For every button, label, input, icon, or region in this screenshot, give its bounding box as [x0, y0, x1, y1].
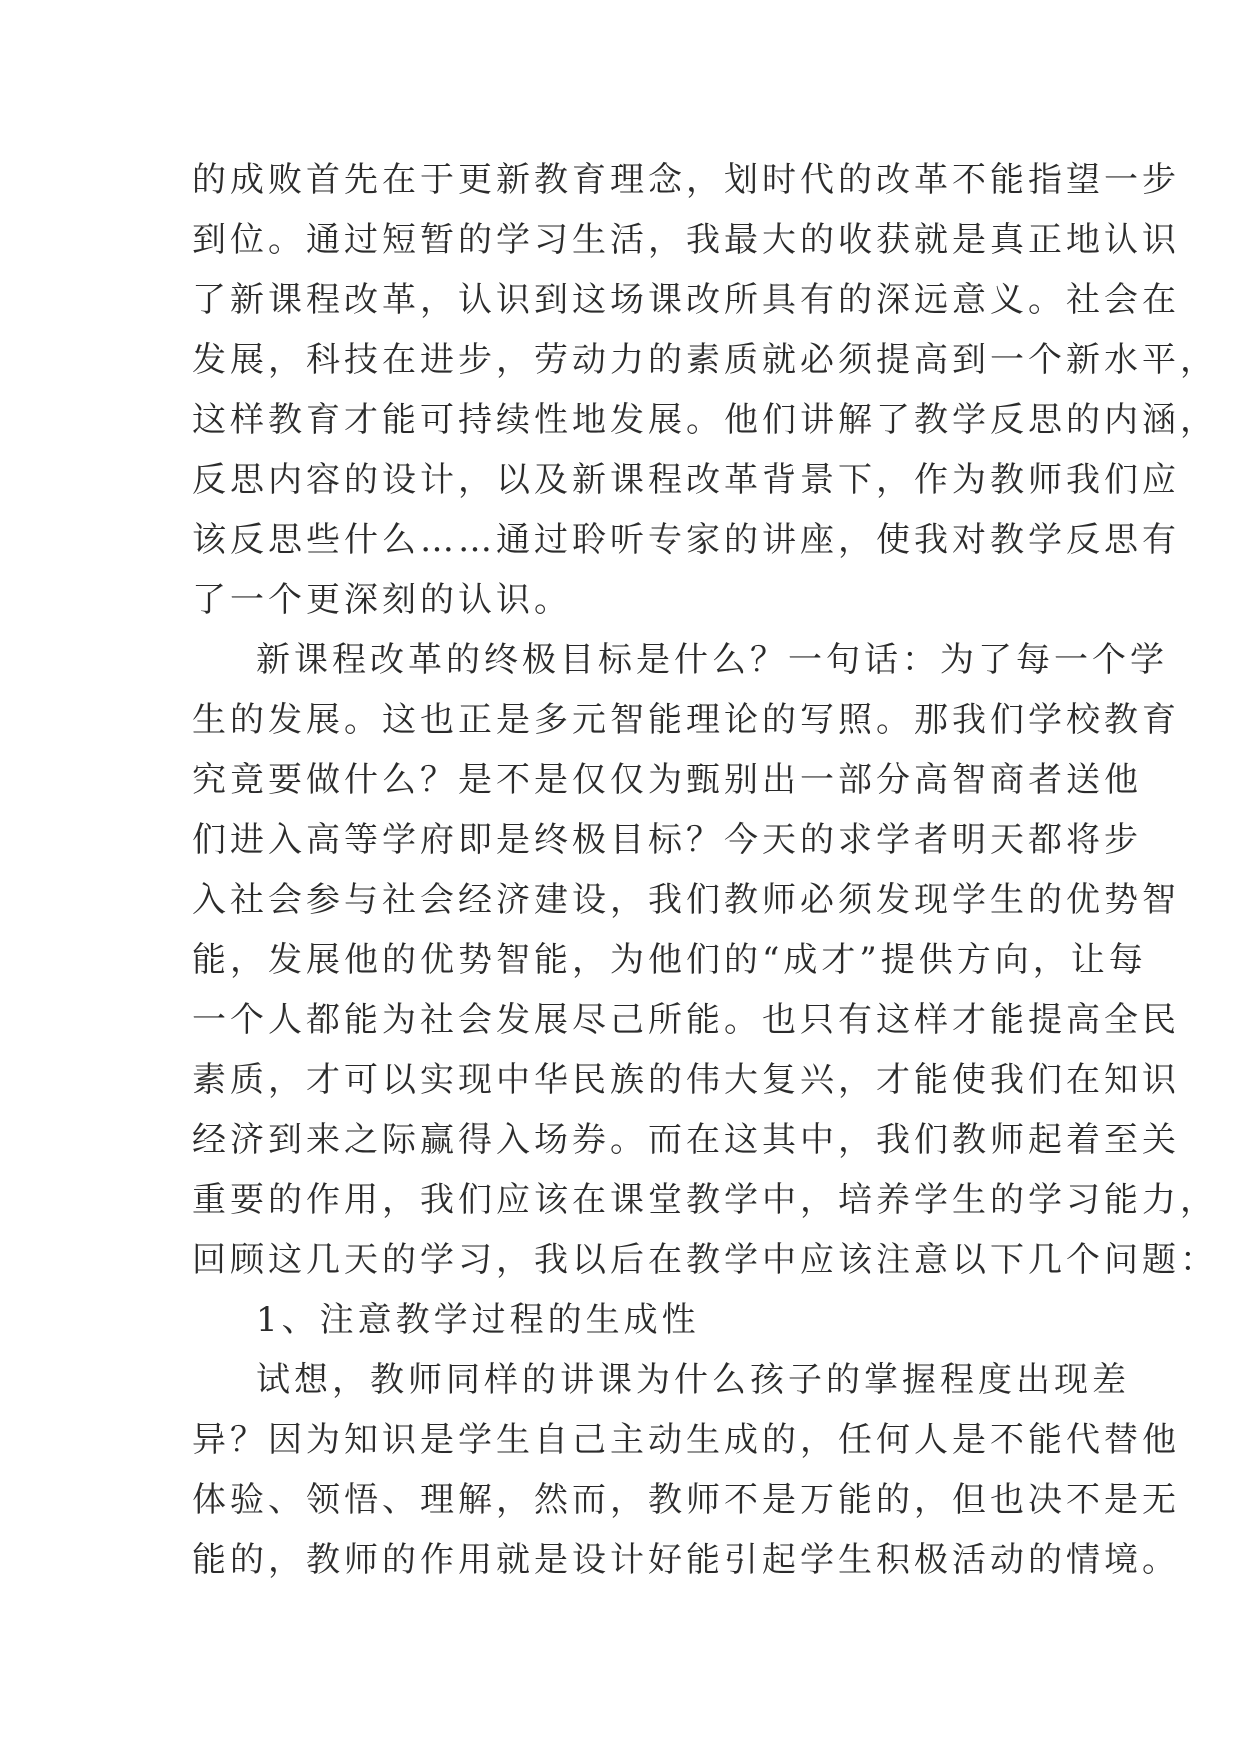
text-line: 能，发展他的优势智能，为他们的“成才”提供方向，让每: [192, 940, 1147, 980]
text-line: 回顾这几天的学习，我以后在教学中应该注意以下几个问题：: [192, 1240, 1218, 1280]
text-line: 该反思些什么……通过聆听专家的讲座，使我对教学反思有: [192, 520, 1180, 560]
paragraph-start-line: 新课程改革的终极目标是什么？一句话：为了每一个学: [256, 640, 1168, 680]
text-line: 反思内容的设计，以及新课程改革背景下，作为教师我们应: [192, 460, 1180, 500]
text-line: 经济到来之际赢得入场券。而在这其中，我们教师起着至关: [192, 1120, 1180, 1160]
text-line: 到位。通过短暂的学习生活，我最大的收获就是真正地认识: [192, 220, 1180, 260]
text-line: 这样教育才能可持续性地发展。他们讲解了教学反思的内涵，: [192, 400, 1218, 440]
text-line: 究竟要做什么？是不是仅仅为甄别出一部分高智商者送他: [192, 760, 1142, 800]
body-text: [192, 150, 1218, 1590]
text-line: 入社会参与社会经济建设，我们教师必须发现学生的优势智: [192, 880, 1180, 920]
text-line: 一个人都能为社会发展尽己所能。也只有这样才能提高全民: [192, 1000, 1180, 1040]
text-line: 了新课程改革，认识到这场课改所具有的深远意义。社会在: [192, 280, 1180, 320]
text-line: 的成败首先在于更新教育理念，划时代的改革不能指望一步: [192, 160, 1180, 200]
text-line: 能的，教师的作用就是设计好能引起学生积极活动的情境。: [192, 1540, 1180, 1580]
text-line: 异？因为知识是学生自己主动生成的，任何人是不能代替他: [192, 1420, 1180, 1460]
text-line: 体验、领悟、理解，然而，教师不是万能的，但也决不是无: [192, 1480, 1180, 1520]
paragraph-start-line: 试想，教师同样的讲课为什么孩子的掌握程度出现差: [256, 1360, 1130, 1400]
text-line: 生的发展。这也正是多元智能理论的写照。那我们学校教育: [192, 700, 1180, 740]
text-line: 了一个更深刻的认识。: [192, 580, 572, 620]
text-line: 们进入高等学府即是终极目标？今天的求学者明天都将步: [192, 820, 1142, 860]
text-line: 重要的作用，我们应该在课堂教学中，培养学生的学习能力，: [192, 1180, 1218, 1220]
text-line: 发展，科技在进步，劳动力的素质就必须提高到一个新水平，: [192, 340, 1218, 380]
text-line: 素质，才可以实现中华民族的伟大复兴，才能使我们在知识: [192, 1060, 1180, 1100]
section-heading: 1、注意教学过程的生成性: [256, 1300, 700, 1340]
